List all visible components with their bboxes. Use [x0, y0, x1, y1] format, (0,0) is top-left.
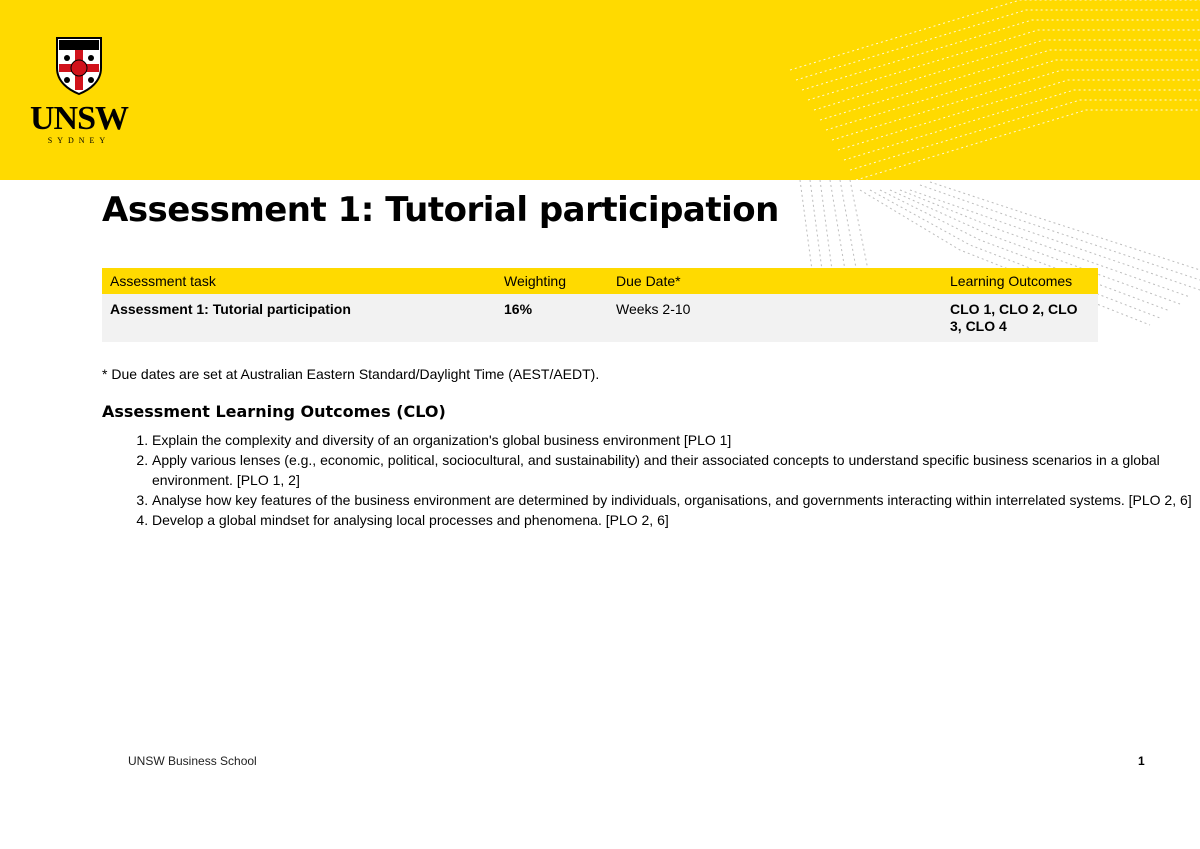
- unsw-logo: [24, 34, 134, 146]
- footer-school-name: UNSW Business School: [128, 754, 257, 768]
- clo-list: [102, 430, 1200, 530]
- table-header-row: [102, 268, 1098, 294]
- due-date-footnote: * Due dates are set at Australian Eastern Standard/Daylight Time (AEST/AEDT).: [102, 366, 600, 382]
- list-item: 3. Analyse how key features of the business environment are determined by individuals, organisations, and governments interacting within interrelated systems. [PLO 2, 6]: [152, 490, 1200, 510]
- logo-subtitle: SYDNEY: [47, 136, 111, 145]
- list-item: 4. Develop a global mindset for analysing local processes and phenomena. [PLO 2, 6]: [152, 510, 1200, 530]
- cell-learning-outcomes: CLO 1, CLO 2, CLO 3, CLO 4: [942, 294, 1098, 342]
- assessment-table: [102, 268, 1098, 342]
- col-header-learning-outcomes: Learning Outcomes: [942, 268, 1098, 294]
- table-row: [102, 294, 1098, 342]
- clo-heading: Assessment Learning Outcomes (CLO): [102, 402, 446, 421]
- cell-due-date: Weeks 2-10: [608, 294, 942, 342]
- crest-icon: [55, 34, 103, 96]
- page-number: 1: [1138, 754, 1145, 768]
- list-item: 2. Apply various lenses (e.g., economic, political, sociocultural, and sustainability) and their associated concepts to understand specific business scenarios in a global environment. [PLO 1, 2]: [152, 450, 1200, 490]
- col-header-task: Assessment task: [102, 268, 496, 294]
- cell-task: Assessment 1: Tutorial participation: [102, 294, 496, 342]
- col-header-weighting: Weighting: [496, 268, 608, 294]
- page-title: Assessment 1: Tutorial participation: [102, 190, 779, 230]
- col-header-due-date: Due Date*: [608, 268, 942, 294]
- list-item: 1. Explain the complexity and diversity of an organization's global business environment [PLO 1]: [152, 430, 1200, 450]
- logo-wordmark: UNSW: [29, 100, 129, 137]
- cell-weighting: 16%: [496, 294, 608, 342]
